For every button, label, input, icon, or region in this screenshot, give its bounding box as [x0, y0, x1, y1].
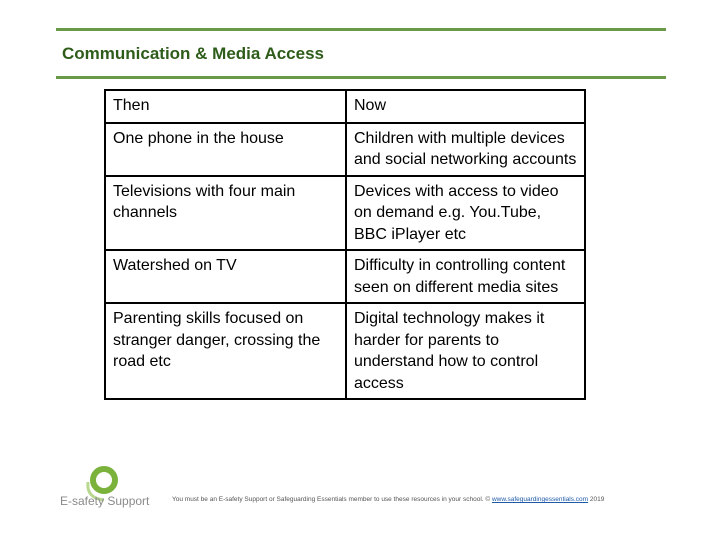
table-cell-then: One phone in the house: [105, 123, 346, 176]
table-row: [105, 303, 585, 399]
table-header-row: [105, 90, 585, 123]
table-cell-then: Watershed on TV: [105, 250, 346, 303]
table-cell-now: Children with multiple devices and social networking accounts: [346, 123, 585, 176]
table-row: [105, 123, 585, 176]
esafety-logo-icon: [58, 462, 158, 522]
top-rule: [56, 28, 666, 31]
table-cell-now: Digital technology makes it harder for parents to understand how to control access: [346, 303, 585, 399]
table-cell-then: Parenting skills focused on stranger danger, crossing the road etc: [105, 303, 346, 399]
header-now: Now: [346, 90, 585, 123]
slide-title: Communication & Media Access: [62, 44, 324, 63]
table-row: [105, 176, 585, 251]
footer-notice-text: You must be an E-safety Support or Safeguarding Essentials member to use these resources in your school. ©: [172, 496, 492, 503]
table-cell-now: Difficulty in controlling content seen on different media sites: [346, 250, 585, 303]
table-cell-then: Televisions with four main channels: [105, 176, 346, 251]
footer-year: 2019: [588, 496, 605, 503]
table-cell-now: Devices with access to video on demand e.g. You.Tube, BBC iPlayer etc: [346, 176, 585, 251]
logo-text: E-safety Support: [60, 494, 150, 508]
footer-website-link[interactable]: www.safeguardingessentials.com: [491, 496, 589, 503]
header-then: Then: [105, 90, 346, 123]
footer-notice: [172, 496, 604, 503]
comparison-table: [104, 89, 586, 400]
logo-ring: [93, 469, 115, 491]
title-underline-rule: [56, 76, 666, 79]
table-row: [105, 250, 585, 303]
